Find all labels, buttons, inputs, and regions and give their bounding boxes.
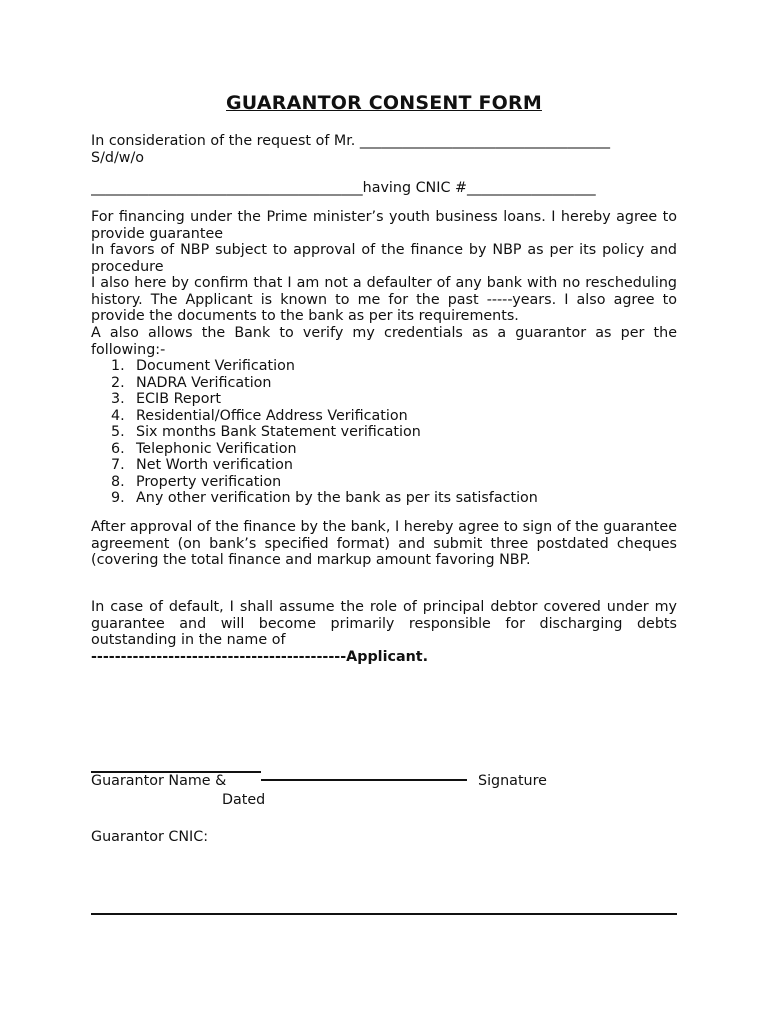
signature-rule [261, 779, 467, 781]
verification-item [91, 457, 677, 474]
approval-paragraph: After approval of the finance by the bank, I hereby agree to sign of the guarantee agreement (on bank’s specified format) and submit three postdated cheques (covering the total finance and markup amount favoring NBP. [91, 519, 677, 568]
confirmation-paragraph: I also here by confirm that I am not a defaulter of any bank with no rescheduling history. The Applicant is known to me for the past -----years. I also agree to provide the documents to the bank as per its requirements. [91, 275, 677, 324]
applicant-line: -------------------------------------------Applicant. [91, 649, 429, 665]
verification-item-text: ECIB Report [136, 391, 221, 407]
verification-item-number: 6. [111, 440, 125, 457]
verification-item-number: 2. [111, 374, 125, 391]
verification-item [91, 441, 677, 458]
verification-item [91, 408, 677, 425]
financing-paragraph: For financing under the Prime minister’s youth business loans. I hereby agree to provide guarantee [91, 209, 677, 242]
verification-list [91, 358, 677, 507]
form-title: GUARANTOR CONSENT FORM [226, 92, 542, 114]
verification-item-text: Document Verification [136, 358, 295, 374]
guarantor-cnic-label: Guarantor CNIC: [91, 829, 209, 845]
verification-item [91, 424, 677, 441]
verification-item-number: 7. [111, 457, 125, 473]
verification-item-text: Any other verification by the bank as per its satisfaction [136, 490, 538, 506]
bottom-rule [91, 913, 677, 915]
verification-item-text: Residential/Office Address Verification [136, 407, 408, 424]
verification-item-number: 4. [111, 407, 125, 424]
verification-intro-paragraph: A also allows the Bank to verify my credentials as a guarantor as per the following:- [91, 325, 677, 358]
verification-item-number: 8. [111, 473, 125, 490]
verification-item-number: 9. [111, 490, 125, 506]
request-line: In consideration of the request of Mr. ___________________________________ [91, 133, 611, 149]
verification-item-number: 3. [111, 391, 125, 407]
verification-item [91, 490, 677, 507]
nbp-paragraph: In favors of NBP subject to approval of the finance by NBP as per its policy and procedure [91, 242, 677, 275]
verification-item-text: NADRA Verification [136, 374, 272, 391]
verification-item-text: Six months Bank Statement verification [136, 424, 421, 440]
verification-item-text: Net Worth verification [136, 457, 293, 473]
verification-item-text: Telephonic Verification [136, 440, 297, 457]
default-paragraph: In case of default, I shall assume the role of principal debtor covered under my guarantee and will become primarily responsible for discharging debts outstanding in the name of [91, 599, 677, 648]
verification-item [91, 391, 677, 408]
sdwo-line: S/d/w/o [91, 150, 145, 166]
verification-item-text: Property verification [136, 473, 282, 490]
signature-label: Signature [478, 773, 547, 789]
cnic-line: ______________________________________having CNIC #__________________ [91, 180, 596, 196]
verification-item [91, 474, 677, 491]
verification-item-number: 1. [111, 358, 125, 374]
dated-label: Dated [222, 792, 266, 808]
guarantor-name-label: Guarantor Name & [91, 773, 227, 789]
verification-item-number: 5. [111, 424, 125, 440]
verification-item [91, 375, 677, 392]
verification-item [91, 358, 677, 375]
